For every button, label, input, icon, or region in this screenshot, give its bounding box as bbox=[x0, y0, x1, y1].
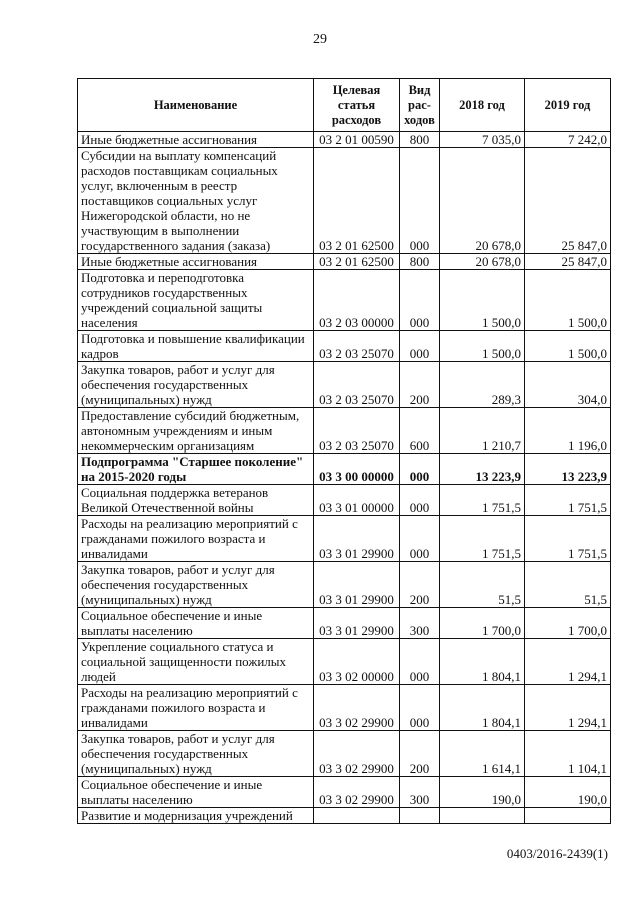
row-name: Иные бюджетные ассигнования bbox=[78, 254, 314, 270]
row-2019: 1 500,0 bbox=[525, 270, 611, 331]
table-row bbox=[78, 408, 611, 454]
row-kind: 200 bbox=[400, 731, 440, 777]
row-code: 03 3 00 00000 bbox=[314, 454, 400, 485]
row-name: Развитие и модернизация учреждений bbox=[78, 808, 314, 824]
row-name: Подпрограмма "Старшее поколение" на 2015-2020 годы bbox=[78, 454, 314, 485]
row-2019 bbox=[525, 808, 611, 824]
row-code: 03 3 01 29900 bbox=[314, 516, 400, 562]
row-2019: 13 223,9 bbox=[525, 454, 611, 485]
table-row bbox=[78, 454, 611, 485]
row-2018: 1 614,1 bbox=[440, 731, 525, 777]
row-code: 03 3 02 29900 bbox=[314, 731, 400, 777]
row-name: Социальная поддержка ветеранов Великой Отечественной войны bbox=[78, 485, 314, 516]
table-row bbox=[78, 808, 611, 824]
row-2019: 7 242,0 bbox=[525, 132, 611, 148]
row-name: Подготовка и переподготовка сотрудников государственных учреждений социальной защиты населения bbox=[78, 270, 314, 331]
row-code bbox=[314, 808, 400, 824]
row-kind: 300 bbox=[400, 777, 440, 808]
budget-table bbox=[77, 78, 611, 824]
row-2018: 1 804,1 bbox=[440, 639, 525, 685]
table-row bbox=[78, 132, 611, 148]
row-code: 03 3 01 00000 bbox=[314, 485, 400, 516]
row-2019: 1 196,0 bbox=[525, 408, 611, 454]
row-2019: 1 751,5 bbox=[525, 485, 611, 516]
row-2018: 190,0 bbox=[440, 777, 525, 808]
row-2019: 1 700,0 bbox=[525, 608, 611, 639]
row-2018: 20 678,0 bbox=[440, 254, 525, 270]
row-2019: 51,5 bbox=[525, 562, 611, 608]
row-code: 03 3 01 29900 bbox=[314, 562, 400, 608]
header-2018: 2018 год bbox=[440, 79, 525, 132]
table-header-row bbox=[78, 79, 611, 132]
table-row bbox=[78, 485, 611, 516]
page-number: 29 bbox=[313, 32, 327, 47]
row-name: Социальное обеспечение и иные выплаты населению bbox=[78, 608, 314, 639]
row-name: Закупка товаров, работ и услуг для обеспечения государственных (муниципальных) нужд bbox=[78, 362, 314, 408]
row-name: Расходы на реализацию мероприятий с гражданами пожилого возраста и инвалидами bbox=[78, 516, 314, 562]
header-name: Наименование bbox=[78, 79, 314, 132]
row-kind: 000 bbox=[400, 485, 440, 516]
row-name: Иные бюджетные ассигнования bbox=[78, 132, 314, 148]
row-kind: 000 bbox=[400, 331, 440, 362]
row-name: Укрепление социального статуса и социальной защищенности пожилых людей bbox=[78, 639, 314, 685]
row-code: 03 3 02 29900 bbox=[314, 777, 400, 808]
table-row bbox=[78, 270, 611, 331]
row-kind: 300 bbox=[400, 608, 440, 639]
table-row bbox=[78, 731, 611, 777]
table-row bbox=[78, 362, 611, 408]
row-kind: 000 bbox=[400, 148, 440, 254]
row-2018: 1 500,0 bbox=[440, 270, 525, 331]
row-2018: 1 751,5 bbox=[440, 485, 525, 516]
row-kind: 000 bbox=[400, 454, 440, 485]
row-2019: 1 500,0 bbox=[525, 331, 611, 362]
row-name: Подготовка и повышение квалификации кадров bbox=[78, 331, 314, 362]
row-name: Закупка товаров, работ и услуг для обеспечения государственных (муниципальных) нужд bbox=[78, 562, 314, 608]
row-2018 bbox=[440, 808, 525, 824]
row-2019: 25 847,0 bbox=[525, 254, 611, 270]
table-row bbox=[78, 685, 611, 731]
row-code: 03 3 01 29900 bbox=[314, 608, 400, 639]
row-code: 03 2 03 25070 bbox=[314, 331, 400, 362]
table-row bbox=[78, 516, 611, 562]
row-2018: 1 751,5 bbox=[440, 516, 525, 562]
row-code: 03 2 01 62500 bbox=[314, 148, 400, 254]
row-2019: 304,0 bbox=[525, 362, 611, 408]
row-2019: 190,0 bbox=[525, 777, 611, 808]
row-kind bbox=[400, 808, 440, 824]
row-2018: 7 035,0 bbox=[440, 132, 525, 148]
row-2018: 13 223,9 bbox=[440, 454, 525, 485]
row-kind: 800 bbox=[400, 254, 440, 270]
row-kind: 000 bbox=[400, 516, 440, 562]
row-code: 03 3 02 00000 bbox=[314, 639, 400, 685]
row-2018: 51,5 bbox=[440, 562, 525, 608]
row-2019: 1 294,1 bbox=[525, 685, 611, 731]
row-kind: 000 bbox=[400, 639, 440, 685]
row-kind: 200 bbox=[400, 362, 440, 408]
row-2018: 1 700,0 bbox=[440, 608, 525, 639]
row-2018: 289,3 bbox=[440, 362, 525, 408]
row-name: Социальное обеспечение и иные выплаты населению bbox=[78, 777, 314, 808]
row-code: 03 2 01 00590 bbox=[314, 132, 400, 148]
table-row bbox=[78, 148, 611, 254]
row-2019: 1 294,1 bbox=[525, 639, 611, 685]
header-code: Целевая статья расходов bbox=[314, 79, 400, 132]
row-code: 03 2 03 00000 bbox=[314, 270, 400, 331]
row-2019: 1 104,1 bbox=[525, 731, 611, 777]
row-name: Субсидии на выплату компенсаций расходов поставщикам социальных услуг, включенным в реестр поставщиков социальных услуг Нижегородской области, но не участвующим в выполнении государственного задания (заказа) bbox=[78, 148, 314, 254]
row-code: 03 2 01 62500 bbox=[314, 254, 400, 270]
header-kind: Вид рас- ходов bbox=[400, 79, 440, 132]
row-kind: 800 bbox=[400, 132, 440, 148]
row-2019: 25 847,0 bbox=[525, 148, 611, 254]
row-2019: 1 751,5 bbox=[525, 516, 611, 562]
table-row bbox=[78, 608, 611, 639]
table-row bbox=[78, 562, 611, 608]
table-row bbox=[78, 777, 611, 808]
row-name: Предоставление субсидий бюджетным, автономным учреждениям и иным некоммерческим организациям bbox=[78, 408, 314, 454]
row-2018: 1 500,0 bbox=[440, 331, 525, 362]
row-code: 03 2 03 25070 bbox=[314, 408, 400, 454]
row-2018: 20 678,0 bbox=[440, 148, 525, 254]
table-row bbox=[78, 254, 611, 270]
table-row bbox=[78, 331, 611, 362]
table-row bbox=[78, 639, 611, 685]
row-kind: 000 bbox=[400, 685, 440, 731]
row-kind: 600 bbox=[400, 408, 440, 454]
row-code: 03 3 02 29900 bbox=[314, 685, 400, 731]
header-2019: 2019 год bbox=[525, 79, 611, 132]
document-id: 0403/2016-2439(1) bbox=[506, 846, 608, 861]
row-kind: 200 bbox=[400, 562, 440, 608]
row-code: 03 2 03 25070 bbox=[314, 362, 400, 408]
row-name: Расходы на реализацию мероприятий с гражданами пожилого возраста и инвалидами bbox=[78, 685, 314, 731]
row-name: Закупка товаров, работ и услуг для обеспечения государственных (муниципальных) нужд bbox=[78, 731, 314, 777]
row-2018: 1 804,1 bbox=[440, 685, 525, 731]
row-kind: 000 bbox=[400, 270, 440, 331]
row-2018: 1 210,7 bbox=[440, 408, 525, 454]
